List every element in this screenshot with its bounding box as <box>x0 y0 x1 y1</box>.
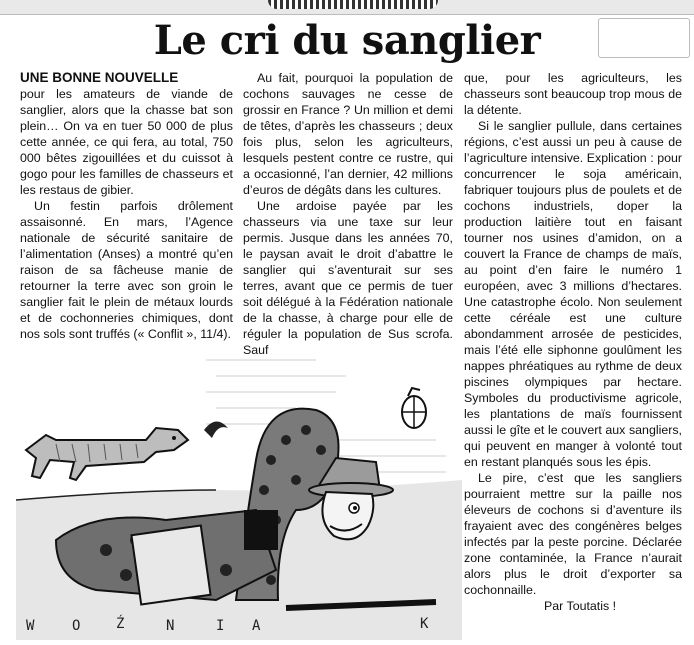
signature-letter: W <box>26 618 35 634</box>
closing-line: Par Toutatis ! <box>544 599 617 613</box>
kicker: UNE BONNE NOUVELLE <box>20 70 179 85</box>
signature-letter: O <box>72 618 81 634</box>
lead-paragraph <box>20 70 233 198</box>
signature-letter: K <box>420 616 429 632</box>
paragraph: Si le sanglier pullule, dans certaines régions, c’est aussi un peu à cause de l’agriculture intensive. Explication : pour concurrencer le soja américain, fabriquer toujours plus de poulets et de cochons industriels, doper la production laitière tout en faisant tourner nos usines d’amidon, on a couvert la France de champs de maïs, au point d’en faire le numéro 1 européen, avec 3 millions d’hectares. Une catastrophe écolo. Non seulement cette céréale est une culture abondamment arrosée de pesticides, mais l’été elle siphonne goulûment les nappes phréatiques au rythme de deux piscines olympiques par hectare. Symboles du productivisme agricole, les plantations de maïs fournissent aussi le gîte et le couvert aux sangliers, qui peuvent en manger à volonté tout en restant planqués sous les épis. <box>464 119 682 469</box>
paragraph-text: pour les amateurs de viande de sanglier, alors que la chasse bat son plein… On va en tuer 50 000 de plus cette année, ce qui fera, au total, 750 000 bêtes zigouillées et du cuissot à gogo pour les familles de chasseurs et les restaus de gibier. <box>20 87 233 197</box>
header-ornament <box>268 0 438 9</box>
article-column-2 <box>243 70 453 360</box>
signature-letter: N <box>166 618 175 634</box>
signature-letter: A <box>252 618 261 634</box>
hunter-illustration <box>16 340 462 640</box>
grenade-icon <box>402 388 426 428</box>
article-column-3 <box>464 70 682 636</box>
paragraph: Le pire, c’est que les sangliers pourraient mettre sur la paille nos éleveurs de cochons si d’aventure ils frayaient avec des congénères belges infectés par la peste porcine. Déclarée zone contaminée, la France n’aurait alors plus le droit d’exporter sa cochonnaille. <box>464 471 682 597</box>
signature-letter: I <box>216 618 225 634</box>
paragraph: Une ardoise payée par les chasseurs via une taxe sur leur permis. Jusque dans les années 70, le paysan avait le droit d’abattre le sanglier qui s’aventurait sur ses terres, avant que ce permis de tuer soit délégué à la Fédération nationale de la chasse, à charge pour elle de réguler la population de Sus scrofa. Sauf <box>243 199 453 357</box>
paragraph: Un festin parfois drôlement assaisonné. En mars, l’Agence nationale de sécurité sanitaire de l’alimentation (Anses) a montré qu’en raison de sa fâcheuse manie de retourner la terre avec son groin le sanglier fait le plein de métaux lourds et de cochonneries chimiques, dont nos sols sont truffés (« Conflit », 11/4). <box>20 199 233 341</box>
article-column-1 <box>20 70 233 340</box>
dog-figure <box>26 428 188 480</box>
paragraph: Au fait, pourquoi la population de cochons sauvages ne cesse de grossir en France ? Un million et demi de têtes, d’après les chasseurs ; deux fois plus, selon les agriculteurs, lesquels pestent contre ce rustre, qui a occasionné, l’an dernier, 42 millions d’euros de dégâts dans les cultures. <box>243 71 453 197</box>
headline: Le cri du sanglier <box>153 17 541 64</box>
paragraph: que, pour les agriculteurs, les chasseurs sont beaucoup trop mous de la détente. <box>464 71 682 117</box>
signature-letter: Ź <box>116 616 125 632</box>
top-edge-strip <box>0 0 694 15</box>
illustration <box>16 340 462 640</box>
